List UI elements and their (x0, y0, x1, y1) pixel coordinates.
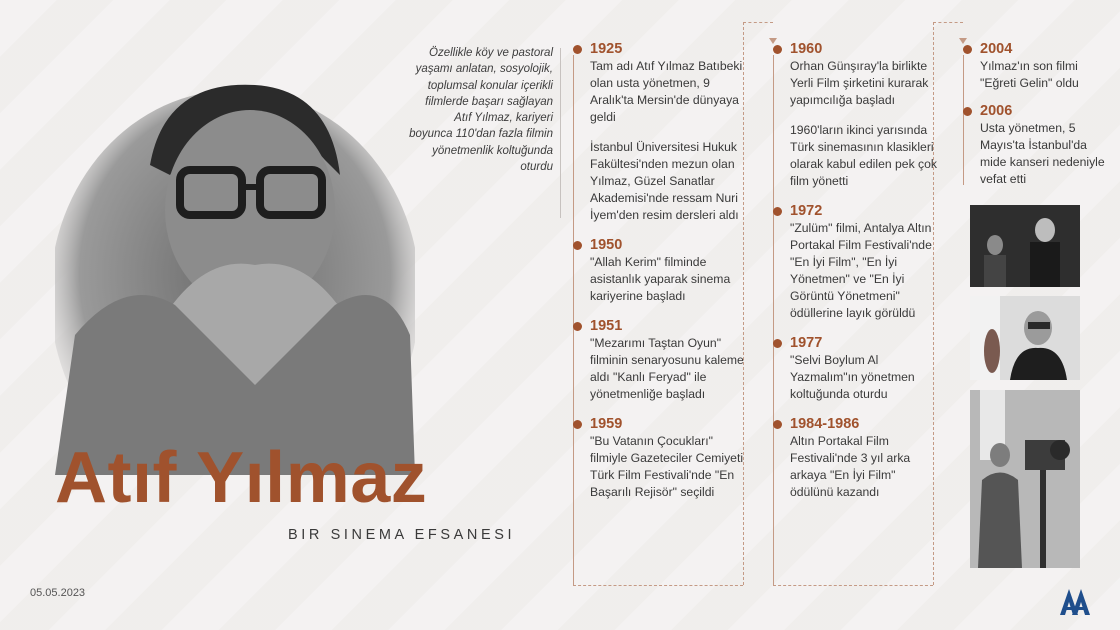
timeline-dot (963, 107, 972, 116)
timeline-dot (573, 45, 582, 54)
photo-portrait (970, 296, 1080, 380)
page-subtitle: BIR SINEMA EFSANESI (288, 527, 516, 543)
timeline-event (570, 415, 745, 501)
timeline-dot (773, 420, 782, 429)
page-title: Atıf Yılmaz (55, 438, 428, 518)
timeline-column-1 (570, 40, 745, 511)
event-text: Yılmaz'ın son filmi "Eğreti Gelin" oldu (980, 59, 1079, 90)
timeline-connector-1 (573, 585, 743, 586)
event-year: 1925 (590, 41, 623, 57)
aa-logo (1058, 585, 1092, 617)
event-text: İstanbul Üniversitesi Hukuk Fakültesi'nden mezun olan Yılmaz, Güzel Sanatlar Akademisi'nde ressam Nuri İyem'den resim dersleri aldı (590, 140, 739, 222)
timeline-dot (573, 420, 582, 429)
timeline-dot (773, 45, 782, 54)
timeline-dot (773, 207, 782, 216)
event-text: "Selvi Boylum Al Yazmalım"ın yönetmen koltuğunda oturdu (790, 353, 915, 401)
event-text: Usta yönetmen, 5 Mayıs'ta İstanbul'da mide kanseri nedeniyle vefat etti (980, 121, 1105, 186)
timeline-event (570, 236, 745, 305)
event-text: Altın Portakal Film Festivali'nde 3 yıl arka arkaya "En İyi Film" ödülünü kazandı (790, 434, 911, 499)
event-text: "Zulüm" filmi, Antalya Altın Portakal Film Festivali'nde "En İyi Film", "En İyi Yönetmen" ve "En İyi Görüntü Yönetmeni" ödüllerine layık görüldü (790, 221, 932, 320)
event-year: 1977 (790, 335, 823, 351)
publish-date: 05.05.2023 (30, 587, 86, 599)
timeline-event (770, 202, 940, 322)
photo-film-set (970, 390, 1080, 568)
event-year: 1972 (790, 203, 823, 219)
timeline-connector-2c (933, 22, 963, 23)
timeline-event (570, 317, 745, 403)
timeline-connector-2 (773, 585, 933, 586)
portrait-photo (55, 55, 415, 475)
event-year: 1951 (590, 318, 623, 334)
timeline-event (770, 334, 940, 403)
intro-divider (560, 48, 561, 218)
timeline-event (770, 415, 940, 501)
event-year: 1950 (590, 237, 623, 253)
intro-text: Özellikle köy ve pastoral yaşamı anlatan, sosyolojik, toplumsal konular içerikli filmlerde başarı sağlayan Atıf Yılmaz, kariyeri boyunca 110'dan fazla filmin yönetmenlik koltuğunda oturdu (409, 47, 553, 174)
timeline-dot (963, 45, 972, 54)
event-year: 2004 (980, 41, 1013, 57)
event-text: "Bu Vatanın Çocukları" filmiyle Gazeteciler Cemiyeti Türk Film Festivali'nde "En Başarılı Rejisör" seçildi (590, 434, 744, 499)
timeline-event (960, 40, 1110, 92)
event-year: 2006 (980, 103, 1013, 119)
event-year: 1960 (790, 41, 823, 57)
event-text: Orhan Günşıray'la birlikte Yerli Film şirketini kurarak yapımcılığa başladı (790, 59, 929, 107)
timeline-event (960, 102, 1110, 188)
timeline-column-3 (960, 40, 1110, 198)
timeline-dot (573, 322, 582, 331)
timeline-column-2 (770, 40, 940, 511)
event-text: 1960'ların ikinci yarısında Türk sinemasının klasikleri olarak kabul edilen pek çok film yönetti (790, 123, 938, 188)
photo-award (970, 205, 1080, 287)
event-text: "Allah Kerim" filminde asistanlık yaparak sinema kariyerine başladı (590, 255, 731, 303)
event-text: "Mezarımı Taştan Oyun" filminin senaryosunu kaleme aldı "Kanlı Feryad" ile yönetmenliğe başladı (590, 336, 744, 401)
event-text: Tam adı Atıf Yılmaz Batıbeki olan usta yönetmen, 9 Aralık'ta Mersin'de dünyaya geldi (590, 59, 743, 124)
event-year: 1959 (590, 416, 623, 432)
timeline-connector-1c (743, 22, 773, 23)
timeline-dot (573, 241, 582, 250)
timeline-dot (773, 339, 782, 348)
timeline-event (570, 40, 745, 224)
event-year: 1984-1986 (790, 416, 860, 432)
timeline-event (770, 40, 940, 190)
